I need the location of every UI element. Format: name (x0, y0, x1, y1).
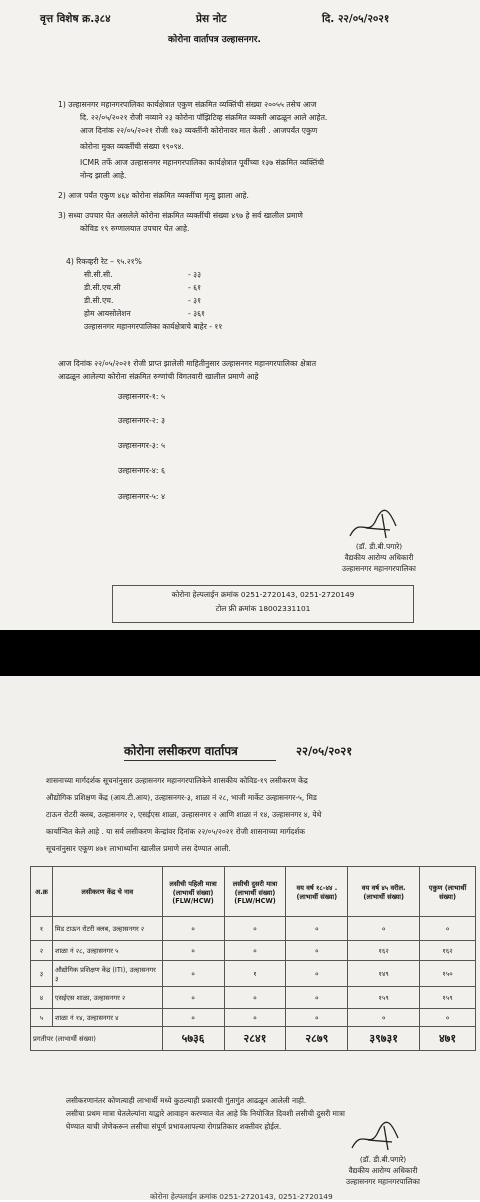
cell-first: ० (162, 917, 224, 941)
cell-age18: ० (286, 961, 348, 987)
facility-name: डी.सी.एच.सी (84, 283, 121, 292)
press-note-ref: वृत्त विशेष क्र.३८४ (40, 13, 111, 25)
footer-line: लसीकरणानंतर कोणत्याही लाभार्थी मध्ये कुठल्याही प्रकारची गुंतागुंत आढळून आलेली नाही. (66, 1096, 307, 1105)
signatory-name: (डॉ. डी.बी.पगारे) (355, 542, 403, 551)
table-row (31, 917, 476, 941)
facility-count: - ३३ (188, 270, 202, 279)
helpline-partial: कोरोना हेल्पलाईन क्रमांक 0251-2720143, 0251-2720149 (150, 1192, 333, 1201)
total-overall: ४७१ (420, 1027, 476, 1051)
cell-center: मिड टाऊन रोटरी क्लब, उल्हासनगर २ (52, 917, 162, 941)
point-line: ICMR तर्फे आज उल्हासनगर महानगरपालिका कार्यक्षेत्रात पूर्वीच्या १३७ संक्रमित व्यक्तिंची (80, 158, 324, 167)
cell-total: ० (420, 1009, 476, 1027)
cell-age45: १६२ (348, 941, 420, 961)
cell-second: ० (224, 1009, 286, 1027)
cell-age45: १४९ (348, 961, 420, 987)
cell-total: १६२ (420, 941, 476, 961)
cell-first: ० (162, 987, 224, 1009)
facility-count: - ३१ (188, 296, 202, 305)
ward-intro-line: आज दिनांक २२/०५/२०२१ रोजी प्राप्त झालेली माहितीनुसार उल्हासनगर महानगरपालिका क्षेत्रात (58, 359, 317, 368)
ward-count: उल्हासनगर-१: ५ (118, 392, 165, 401)
point-line: 2) आज पर्यंत एकुण ४६४ कोरोना संक्रमित व्यक्तींचा मृत्यु झाला आहे. (58, 191, 249, 200)
cell-total: १५९ (420, 987, 476, 1009)
ward-count: उल्हासनगर-२: ३ (118, 416, 165, 425)
cell-age18: ० (286, 1009, 348, 1027)
intro-line: औद्योगिक प्रशिक्षण केंद्र (आय.टी.आय), उल्हासनगर-३, शाळा नं २८, भाजी मार्केट उल्हासनगर-५, मिड (46, 793, 317, 802)
header-second-dose: लसीची दुसरी मात्रा (लाभार्थी संख्या) (FLW/HCW) (224, 867, 286, 917)
press-note-subtitle: कोरोना वार्तापत्र उल्हासनगर. (168, 35, 261, 45)
facility-count: - ३६१ (188, 309, 206, 318)
cell-second: ० (224, 917, 286, 941)
footer-line: लसीचा प्रथम मात्रा घेतलेल्यांना याद्वारे आवाहन करण्यात येत आहे कि नियोजित दिवशी लसीची दुसरी मात्रा (66, 1109, 345, 1118)
total-first: ५७३६ (162, 1027, 224, 1051)
point-line: 1) उल्हासनगर महानगरपालिका कार्यक्षेत्रात एकुण संक्रमित व्यक्तिंची संख्या २००५५ तसेच आज (58, 100, 317, 109)
facility-name: डी.सी.एच. (84, 296, 114, 305)
header-center: लसीकरण केंद्र चे नाव (52, 867, 162, 917)
handwritten-signature (348, 1120, 408, 1156)
point-line: कोविड १९ रुग्णालयात उपचार घेत आहे. (80, 224, 190, 233)
ward-count: उल्हासनगर-३: ५ (118, 441, 165, 450)
cell-first: ० (162, 1009, 224, 1027)
cell-age45: ० (348, 1009, 420, 1027)
cell-first: ० (162, 941, 224, 961)
outside-limits: उल्हासनगर महानगरपालिका कार्यक्षेत्राचे बाहेर - ११ (84, 322, 223, 331)
cell-sr: २ (31, 941, 53, 961)
total-age18: २८७९ (286, 1027, 348, 1051)
cell-second: ० (224, 987, 286, 1009)
page-separator (0, 630, 480, 676)
cell-age45: १५९ (348, 987, 420, 1009)
cell-center: शाळा नं १४, उल्हासनगर ४ (52, 1009, 162, 1027)
point-line: आज दिनांक २२/०५/२०२१ रोजी १७३ व्यक्तींनी कोरोनावर मात केली . आजपर्यंत एकुण (80, 126, 318, 135)
intro-line: शासनाच्या मार्गदर्शक सूचनांनुसार उल्हासनगर महानगरपालिकेने शासकीय कोविड-१९ लसीकरण केंद्र (46, 776, 308, 785)
cell-age18: ० (286, 917, 348, 941)
press-note-type: प्रेस नोट (196, 13, 227, 25)
facility-name: सी.सी.सी. (84, 270, 113, 279)
point-line: कोरोना मुक्त व्यक्तींची संख्या १९०९४. (80, 142, 184, 151)
header-total: एकुण (लाभार्थी संख्या) (420, 867, 476, 917)
cell-second: ० (224, 941, 286, 961)
signatory-title: वैद्यकीय आरोग्य अधिकारी (344, 553, 414, 562)
handwritten-signature (346, 508, 406, 544)
press-note-date: दि. २२/०५/२०२१ (322, 13, 390, 25)
point-line: दि. २२/०५/२०२१ रोजी नव्याने २३ कोरोना पॉझिटिव्ह संक्रमित व्यक्ती आढळून आले आहेत. (80, 113, 328, 122)
total-second: २८४१ (224, 1027, 286, 1051)
cell-center: शाळा नं २८, उल्हासनगर ५ (52, 941, 162, 961)
cell-center: एसईएस शाळा, उल्हासनगर २ (52, 987, 162, 1009)
point-line: नोन्द झाली आहे. (80, 171, 127, 180)
cell-center: औद्योगिक प्रशिक्षण केंद्र (ITI), उल्हासनगर ३ (52, 961, 162, 987)
ward-count: उल्हासनगर-५: ४ (118, 492, 165, 501)
signatory-name: (डॉ. डी.बी.पगारे) (359, 1155, 407, 1164)
header-first-dose: लसीची पहिली मात्रा (लाभार्थी संख्या) (FLW/HCW) (162, 867, 224, 917)
tollfree-number: टोल फ्री क्रमांक 18002331101 (215, 604, 311, 613)
facility-count: - ६१ (188, 283, 202, 292)
table-row (31, 961, 476, 987)
cell-sr: ५ (31, 1009, 53, 1027)
cell-age18: ० (286, 941, 348, 961)
total-label: प्रगतीपर (लाभार्थी संख्या) (31, 1027, 163, 1051)
helpline-number: कोरोना हेल्पलाईन क्रमांक 0251-2720143, 0251-2720149 (171, 590, 355, 599)
header-age-45-plus: वय वर्ष ४५ वरील. (लाभार्थी संख्या) (348, 867, 420, 917)
header-sr: अ.क्र (31, 867, 53, 917)
intro-line: टाऊन रोटरी क्लब, उल्हासनगर २, एसईएस शाळा, उल्हासनगर २ आणि शाळा नं १४, उल्हासनगर ४, येथे (46, 810, 322, 819)
total-age45: ३९७३१ (348, 1027, 420, 1051)
footer-line: घेण्यात याची जेणेकरून लसीचा संपूर्ण प्रभावआपल्या रोगप्रतिकार शक्तीवर होईल. (66, 1122, 282, 1131)
cell-total: १५० (420, 961, 476, 987)
intro-line: सूचनांनुसार एकूण ४७१ लाभार्थ्यांना खालील प्रमाणे लस देण्यात आली. (46, 844, 231, 853)
signatory-title: वैद्यकीय आरोग्य अधिकारी (348, 1166, 418, 1175)
signatory-org: उल्हासनगर महानगरपालिका (346, 1177, 420, 1186)
cell-age45: ० (348, 917, 420, 941)
title-underline (124, 760, 276, 761)
cell-sr: ४ (31, 987, 53, 1009)
cell-second: १ (224, 961, 286, 987)
cell-sr: १ (31, 917, 53, 941)
signatory-org: उल्हासनगर महानगरपालिका (342, 564, 416, 573)
cell-sr: ३ (31, 961, 53, 987)
ward-intro-line: आढळून आलेल्या कोरोना संक्रमित रुग्णांची विगतवारी खालील प्रमाणे आहे (58, 372, 259, 381)
table-row (31, 1009, 476, 1027)
vaccination-table (30, 866, 476, 1051)
table-total-row (31, 1027, 476, 1051)
ward-count: उल्हासनगर-४: ६ (118, 466, 165, 475)
header-age-18-44: वय वर्ष १८-४४ . (लाभार्थी संख्या) (286, 867, 348, 917)
helpline-box (112, 585, 414, 623)
cell-total: ० (420, 917, 476, 941)
cell-age18: ० (286, 987, 348, 1009)
cell-first: ० (162, 961, 224, 987)
vaccination-title: कोरोना लसीकरण वार्तापत्र (124, 744, 238, 758)
vaccination-date: २२/०५/२०२१ (296, 744, 353, 758)
table-header-row (31, 867, 476, 917)
intro-line: कार्यान्वित केले आहे . या सर्व लसीकरण केन्द्रांवर दिनांक २२/०५/२०२१ रोजी शासनाच्या मार्गदर्शक (46, 827, 305, 836)
recovery-rate: 4) रिकव्हरी रेट – ९५.२१% (66, 257, 142, 266)
table-row (31, 987, 476, 1009)
point-line: 3) सध्या उपचार घेत असलेले कोरोना संक्रमित व्यक्तींची संख्या ४९७ हे सर्व खालील प्रमाणे (58, 211, 303, 220)
table-row (31, 941, 476, 961)
facility-name: होम आयसोलेशन (84, 309, 131, 318)
